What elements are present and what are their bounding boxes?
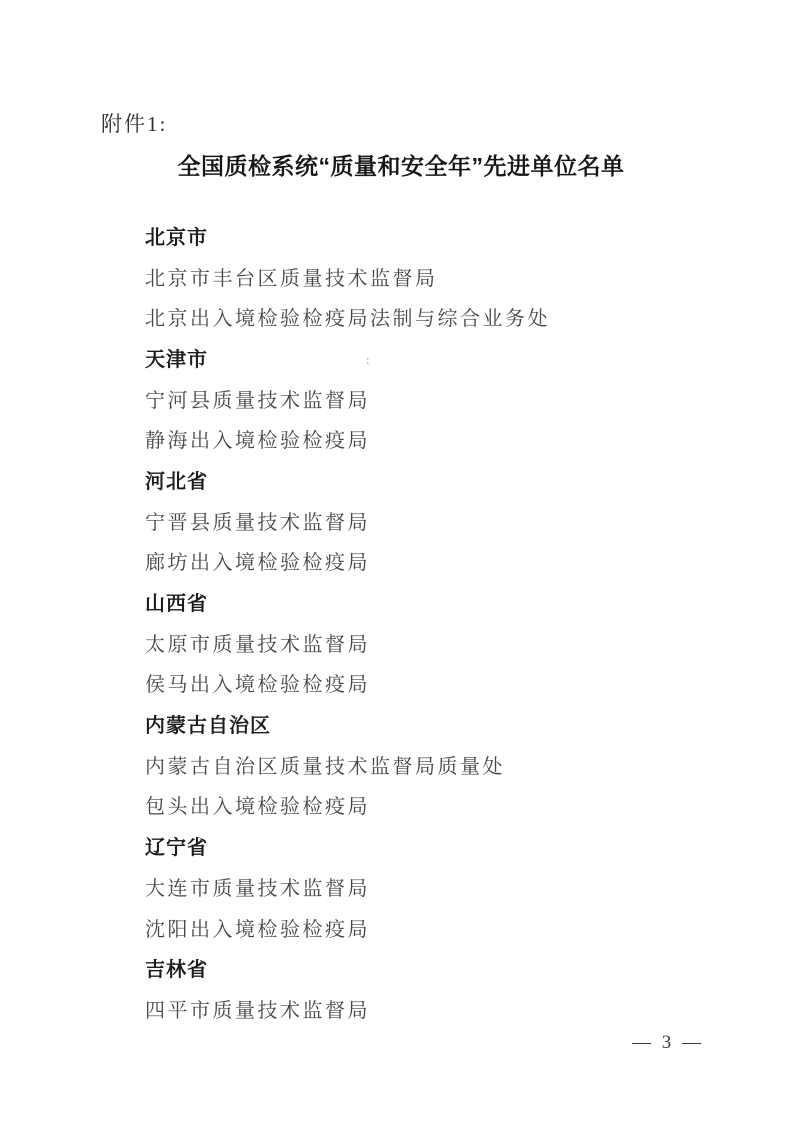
unit-item: 内蒙古自治区质量技术监督局质量处 bbox=[145, 755, 505, 778]
unit-item: 廊坊出入境检验检疫局 bbox=[145, 552, 370, 575]
section-header-hebei: 河北省 bbox=[145, 470, 208, 493]
unit-item: 静海出入境检验检疫局 bbox=[145, 430, 370, 453]
section-header-liaoning: 辽宁省 bbox=[145, 837, 208, 860]
page-number: — 3 — bbox=[632, 1032, 704, 1053]
unit-item: 四平市质量技术监督局 bbox=[145, 999, 370, 1022]
unit-list bbox=[145, 215, 705, 1029]
section-header-jilin: 吉林省 bbox=[145, 959, 208, 982]
unit-item: 宁晋县质量技术监督局 bbox=[145, 511, 370, 534]
unit-item: 侯马出入境检验检疫局 bbox=[145, 674, 370, 697]
unit-item: 沈阳出入境检验检疫局 bbox=[145, 918, 370, 941]
scan-artifact: : bbox=[366, 352, 370, 367]
unit-item: 北京出入境检验检疫局法制与综合业务处 bbox=[145, 308, 550, 331]
section-header-neimenggu: 内蒙古自治区 bbox=[145, 715, 271, 738]
unit-item: 大连市质量技术监督局 bbox=[145, 877, 370, 900]
unit-item: 宁河县质量技术监督局 bbox=[145, 389, 370, 412]
section-header-shanxi: 山西省 bbox=[145, 593, 208, 616]
unit-item: 包头出入境检验检疫局 bbox=[145, 796, 370, 819]
unit-item: 北京市丰台区质量技术监督局 bbox=[145, 267, 438, 290]
section-header-tianjin: 天津市 bbox=[145, 348, 208, 371]
section-header-beijing: 北京市 bbox=[145, 226, 208, 249]
attachment-label: 附件1: bbox=[101, 112, 168, 136]
unit-item: 太原市质量技术监督局 bbox=[145, 633, 370, 656]
document-title: 全国质检系统“质量和安全年”先进单位名单 bbox=[177, 153, 625, 179]
